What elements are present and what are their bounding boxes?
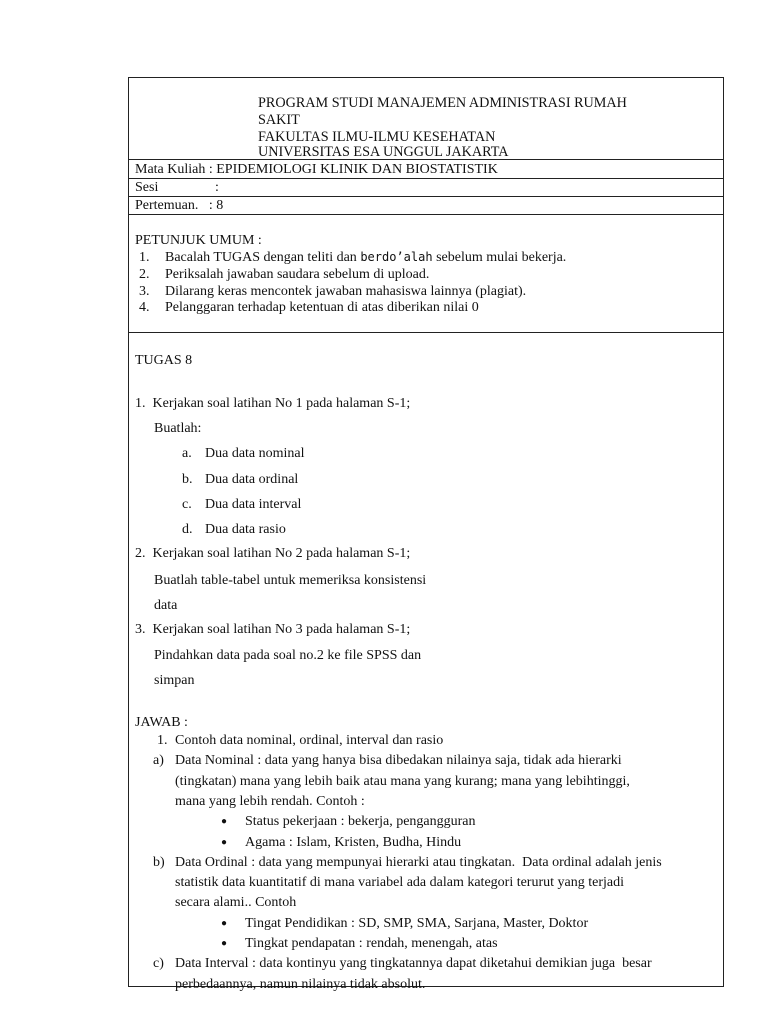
task-title: TUGAS 8 — [135, 353, 193, 368]
answer-b-label: b) — [153, 855, 165, 870]
assignment-document — [128, 77, 724, 992]
answer-item-1: Contoh data nominal, ordinal, interval dan rasio — [175, 733, 444, 748]
instruction-item-2: Periksalah jawaban saudara sebelum di upload. — [165, 267, 430, 282]
instruction-num-4: 4. — [139, 300, 150, 315]
answer-b-line2: statistik data kuantitatif di mana variabel ada dalam kategori terurut yang terjadi — [175, 875, 624, 890]
task-question-1-sub: Buatlah: — [154, 421, 202, 436]
session-label: Sesi — [135, 180, 159, 195]
answer-c-line1: Data Interval : data kontinyu yang tingkatannya dapat diketahui demikian juga besar — [175, 956, 652, 971]
course-row — [129, 160, 723, 179]
instructions-section — [129, 215, 723, 333]
task-question-2-line1: Buatlah table-tabel untuk memeriksa konsistensi — [154, 573, 427, 588]
university-title: UNIVERSITAS ESA UNGGUL JAKARTA — [258, 144, 509, 160]
task-question-3-line1: Pindahkan data pada soal no.2 ke file SPSS dan — [154, 648, 422, 663]
instruction-item-3: Dilarang keras mencontek jawaban mahasiswa lainnya (plagiat). — [165, 284, 527, 299]
bullet-icon: ● — [221, 938, 228, 949]
answer-b-line3: secara alami.. Contoh — [175, 895, 297, 910]
meeting-number: Pertemuan. : 8 — [135, 198, 224, 213]
task-and-answer-section — [129, 333, 723, 992]
instruction-num-3: 3. — [139, 284, 150, 299]
answer-b-bullet-2: Tingkat pendapatan : rendah, menengah, atas — [245, 936, 498, 951]
session-row — [129, 179, 723, 197]
bullet-icon: ● — [221, 837, 228, 848]
answer-a-bullet-2: Agama : Islam, Kristen, Budha, Hindu — [245, 835, 462, 850]
instruction-num-2: 2. — [139, 267, 150, 282]
answer-a-line1: Data Nominal : data yang hanya bisa dibedakan nilainya saja, tidak ada hierarki — [175, 753, 622, 768]
session-separator: : — [215, 180, 219, 195]
bullet-icon: ● — [221, 918, 228, 929]
program-title-cont: SAKIT — [258, 112, 300, 128]
task-question-2-line2: data — [154, 598, 178, 613]
instruction-item-4: Pelanggaran terhadap ketentuan di atas diberikan nilai 0 — [165, 300, 479, 315]
instruction-text-1a: Bacalah TUGAS dengan teliti dan — [165, 250, 361, 265]
answer-a-line2: (tingkatan) mana yang lebih baik atau mana yang kurang; mana yang lebihtinggi, — [175, 774, 630, 789]
meeting-row — [129, 197, 723, 215]
task-item-b-letter: b. — [182, 472, 193, 487]
answer-a-label: a) — [153, 753, 164, 768]
task-question-3: 3. Kerjakan soal latihan No 3 pada halaman S-1; — [135, 622, 411, 637]
faculty-title: FAKULTAS ILMU-ILMU KESEHATAN — [258, 129, 496, 145]
answer-c-label: c) — [153, 956, 164, 971]
task-item-b: Dua data ordinal — [205, 472, 299, 487]
answer-b-line1: Data Ordinal : data yang mempunyai hierarki atau tingkatan. Data ordinal adalah jenis — [175, 855, 662, 870]
task-item-a: Dua data nominal — [205, 446, 305, 461]
instruction-text-1b: berdo’alah — [360, 250, 433, 264]
answer-title: JAWAB : — [135, 715, 188, 730]
answer-a-bullet-1: Status pekerjaan : bekerja, pengangguran — [245, 814, 476, 829]
instruction-item-1 — [165, 249, 566, 266]
bullet-icon: ● — [221, 816, 228, 827]
task-item-d: Dua data rasio — [205, 522, 286, 537]
task-question-2: 2. Kerjakan soal latihan No 2 pada halaman S-1; — [135, 546, 411, 561]
task-question-1: 1. Kerjakan soal latihan No 1 pada halaman S-1; — [135, 396, 411, 411]
answer-item-1-num: 1. — [157, 733, 168, 748]
instructions-title: PETUNJUK UMUM : — [135, 233, 262, 248]
answer-a-line3: mana yang lebih rendah. Contoh : — [175, 794, 365, 809]
task-item-c: Dua data interval — [205, 497, 302, 512]
task-item-c-letter: c. — [182, 497, 192, 512]
task-item-d-letter: d. — [182, 522, 193, 537]
instruction-num-1: 1. — [139, 250, 150, 265]
task-question-3-line2: simpan — [154, 673, 195, 688]
task-item-a-letter: a. — [182, 446, 192, 461]
course-name: Mata Kuliah : EPIDEMIOLOGI KLINIK DAN BIOSTATISTIK — [135, 162, 498, 177]
instruction-text-1c: sebelum mulai bekerja. — [432, 250, 567, 265]
answer-b-bullet-1: Tingat Pendidikan : SD, SMP, SMA, Sarjana, Master, Doktor — [245, 916, 589, 931]
header-section — [129, 78, 723, 160]
answer-c-line2: perbedaannya, namun nilainya tidak absolut. — [175, 977, 426, 992]
program-title: PROGRAM STUDI MANAJEMEN ADMINISTRASI RUMAH — [258, 95, 627, 111]
